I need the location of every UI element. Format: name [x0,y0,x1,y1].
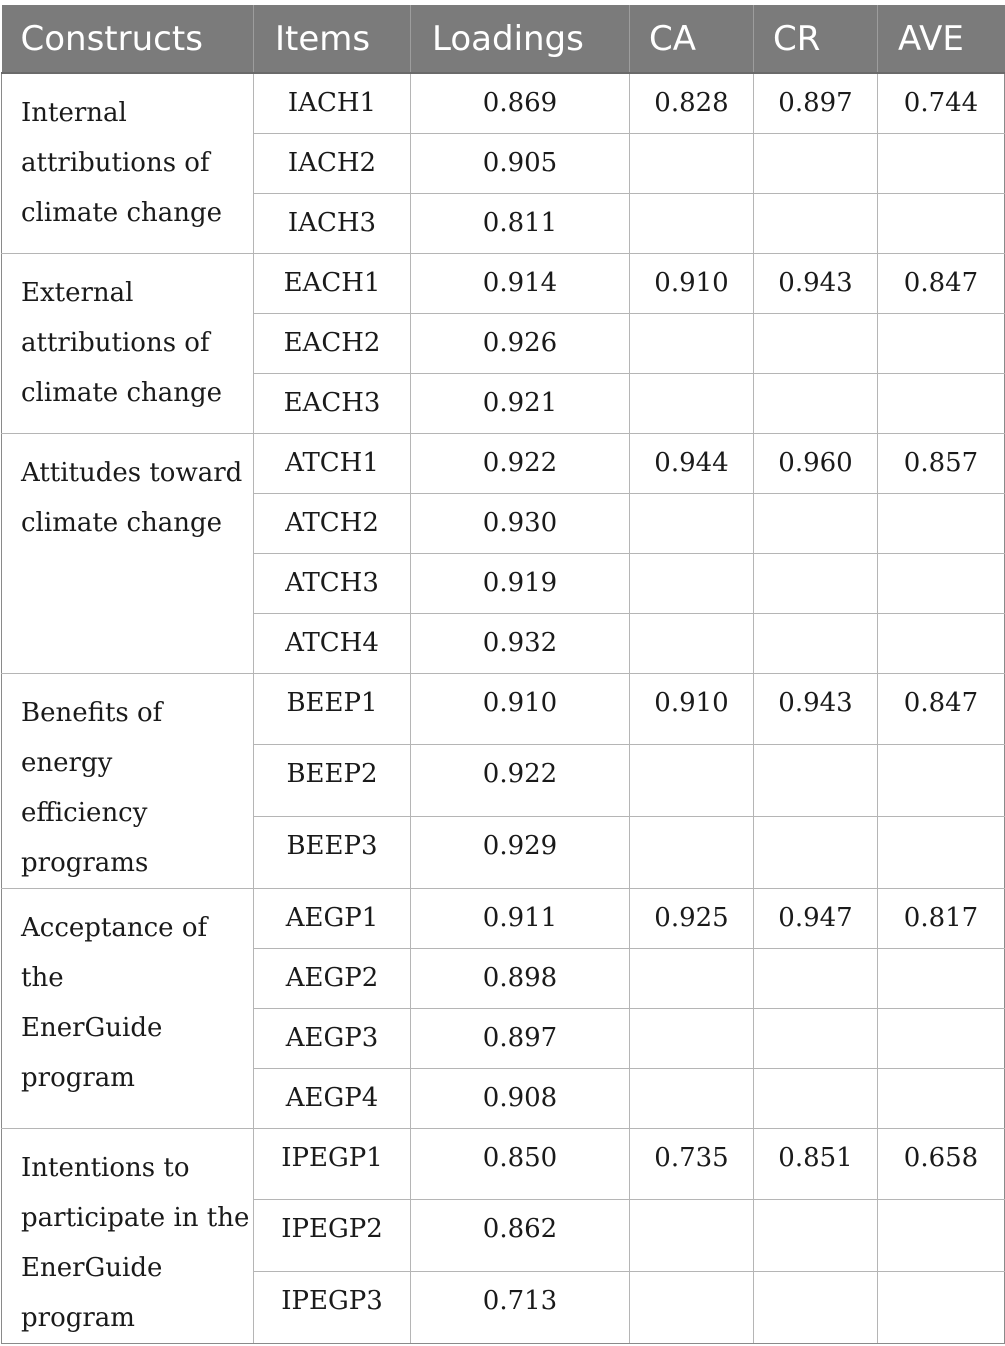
item-cell: BEEP3 [254,816,411,888]
table-row [2,1128,1005,1200]
ave-cell: 0.658 [878,1128,1005,1200]
ca-cell [630,1008,754,1068]
loading-cell: 0.922 [411,433,630,493]
ave-cell: 0.857 [878,433,1005,493]
item-cell: IACH2 [254,133,411,193]
table-row [2,888,1005,948]
loading-cell: 0.921 [411,373,630,433]
item-cell: EACH3 [254,373,411,433]
loading-cell: 0.898 [411,948,630,1008]
item-cell: AEGP1 [254,888,411,948]
construct-cell [2,888,254,1128]
cr-cell [754,193,878,253]
loading-cell: 0.932 [411,613,630,673]
cr-cell [754,493,878,553]
construct-label-line: Acceptance of the [21,912,208,993]
loading-cell: 0.897 [411,1008,630,1068]
header-constructs: Constructs [2,5,254,73]
table-header [2,5,1005,73]
cr-cell [754,613,878,673]
header-cr: CR [754,5,878,73]
construct-label-line: attributions of [21,148,210,178]
ca-cell: 0.944 [630,433,754,493]
ca-cell [630,313,754,373]
item-cell: BEEP2 [254,745,411,817]
ca-cell: 0.910 [630,253,754,313]
cr-cell: 0.943 [754,253,878,313]
construct-label-line: EnerGuide [21,1012,163,1043]
construct-label-line: Internal [21,98,127,128]
loading-cell: 0.930 [411,493,630,553]
loading-cell: 0.926 [411,313,630,373]
ca-cell [630,1200,754,1272]
item-cell: IACH1 [254,73,411,133]
cr-cell [754,816,878,888]
loading-cell: 0.850 [411,1128,630,1200]
ave-cell [878,313,1005,373]
construct-label-line: climate change [21,198,223,228]
ave-cell [878,1200,1005,1272]
table-row [2,73,1005,133]
construct-label-line: attributions of [21,327,210,358]
loading-cell: 0.908 [411,1068,630,1128]
cr-cell: 0.851 [754,1128,878,1200]
ave-cell [878,613,1005,673]
cr-cell [754,1200,878,1272]
ave-cell [878,493,1005,553]
construct-label-line: climate change [21,377,223,408]
loading-cell: 0.911 [411,888,630,948]
ave-cell: 0.817 [878,888,1005,948]
ca-cell [630,1068,754,1128]
construct-label-line: program [21,1062,135,1093]
loading-cell: 0.922 [411,745,630,817]
item-cell: IPEGP3 [254,1271,411,1343]
loading-cell: 0.811 [411,193,630,253]
cr-cell [754,313,878,373]
ca-cell [630,613,754,673]
construct-label-line: efficiency [21,797,148,828]
ave-cell [878,373,1005,433]
ca-cell: 0.828 [630,73,754,133]
ave-cell [878,745,1005,817]
item-cell: IACH3 [254,193,411,253]
cr-cell [754,1271,878,1343]
loading-cell: 0.905 [411,133,630,193]
cr-cell: 0.947 [754,888,878,948]
construct-cell [2,73,254,253]
cr-cell [754,553,878,613]
loading-cell: 0.929 [411,816,630,888]
header-ave: AVE [878,5,1005,73]
item-cell: IPEGP1 [254,1128,411,1200]
item-cell: AEGP3 [254,1008,411,1068]
ave-cell: 0.847 [878,253,1005,313]
cr-cell [754,133,878,193]
loading-cell: 0.914 [411,253,630,313]
ca-cell [630,193,754,253]
item-cell: AEGP2 [254,948,411,1008]
construct-label-line: Benefits of energy [21,697,163,778]
cr-cell: 0.960 [754,433,878,493]
ca-cell [630,948,754,1008]
item-cell: ATCH3 [254,553,411,613]
ca-cell [630,133,754,193]
item-cell: BEEP1 [254,673,411,745]
item-cell: ATCH2 [254,493,411,553]
loading-cell: 0.869 [411,73,630,133]
ca-cell [630,553,754,613]
table-row [2,433,1005,493]
construct-cell [2,253,254,433]
cr-cell: 0.897 [754,73,878,133]
construct-label-line: Intentions to [21,1152,190,1183]
ca-cell [630,745,754,817]
item-cell: ATCH4 [254,613,411,673]
header-items: Items [254,5,411,73]
ca-cell [630,1271,754,1343]
loading-cell: 0.713 [411,1271,630,1343]
loading-cell: 0.919 [411,553,630,613]
cr-cell: 0.943 [754,673,878,745]
construct-cell [2,673,254,888]
table-row [2,673,1005,745]
ave-cell [878,948,1005,1008]
ave-cell [878,553,1005,613]
cr-cell [754,373,878,433]
loading-cell: 0.862 [411,1200,630,1272]
ave-cell [878,1008,1005,1068]
construct-label-line: programs [21,847,149,878]
construct-cell [2,433,254,673]
ave-cell [878,1068,1005,1128]
loading-cell: 0.910 [411,673,630,745]
ca-cell [630,816,754,888]
ca-cell: 0.735 [630,1128,754,1200]
ave-cell [878,193,1005,253]
construct-label-line: EnerGuide [21,1252,163,1283]
ave-cell: 0.847 [878,673,1005,745]
item-cell: ATCH1 [254,433,411,493]
item-cell: EACH1 [254,253,411,313]
ave-cell [878,816,1005,888]
header-loadings: Loadings [411,5,630,73]
construct-label-line: climate change [21,507,223,538]
construct-label-line: External [21,277,134,308]
measurement-table [1,5,1005,1344]
cr-cell [754,1008,878,1068]
ca-cell: 0.925 [630,888,754,948]
table-row [2,253,1005,313]
item-cell: EACH2 [254,313,411,373]
table-body [2,73,1005,1343]
ave-cell: 0.744 [878,73,1005,133]
construct-label-line: Attitudes toward [21,457,243,488]
cr-cell [754,1068,878,1128]
ca-cell [630,373,754,433]
ca-cell: 0.910 [630,673,754,745]
construct-cell [2,1128,254,1343]
item-cell: IPEGP2 [254,1200,411,1272]
construct-label-line: program [21,1302,135,1333]
ave-cell [878,1271,1005,1343]
item-cell: AEGP4 [254,1068,411,1128]
cr-cell [754,745,878,817]
ave-cell [878,133,1005,193]
cr-cell [754,948,878,1008]
construct-label-line: participate in the [21,1202,250,1233]
ca-cell [630,493,754,553]
header-ca: CA [630,5,754,73]
